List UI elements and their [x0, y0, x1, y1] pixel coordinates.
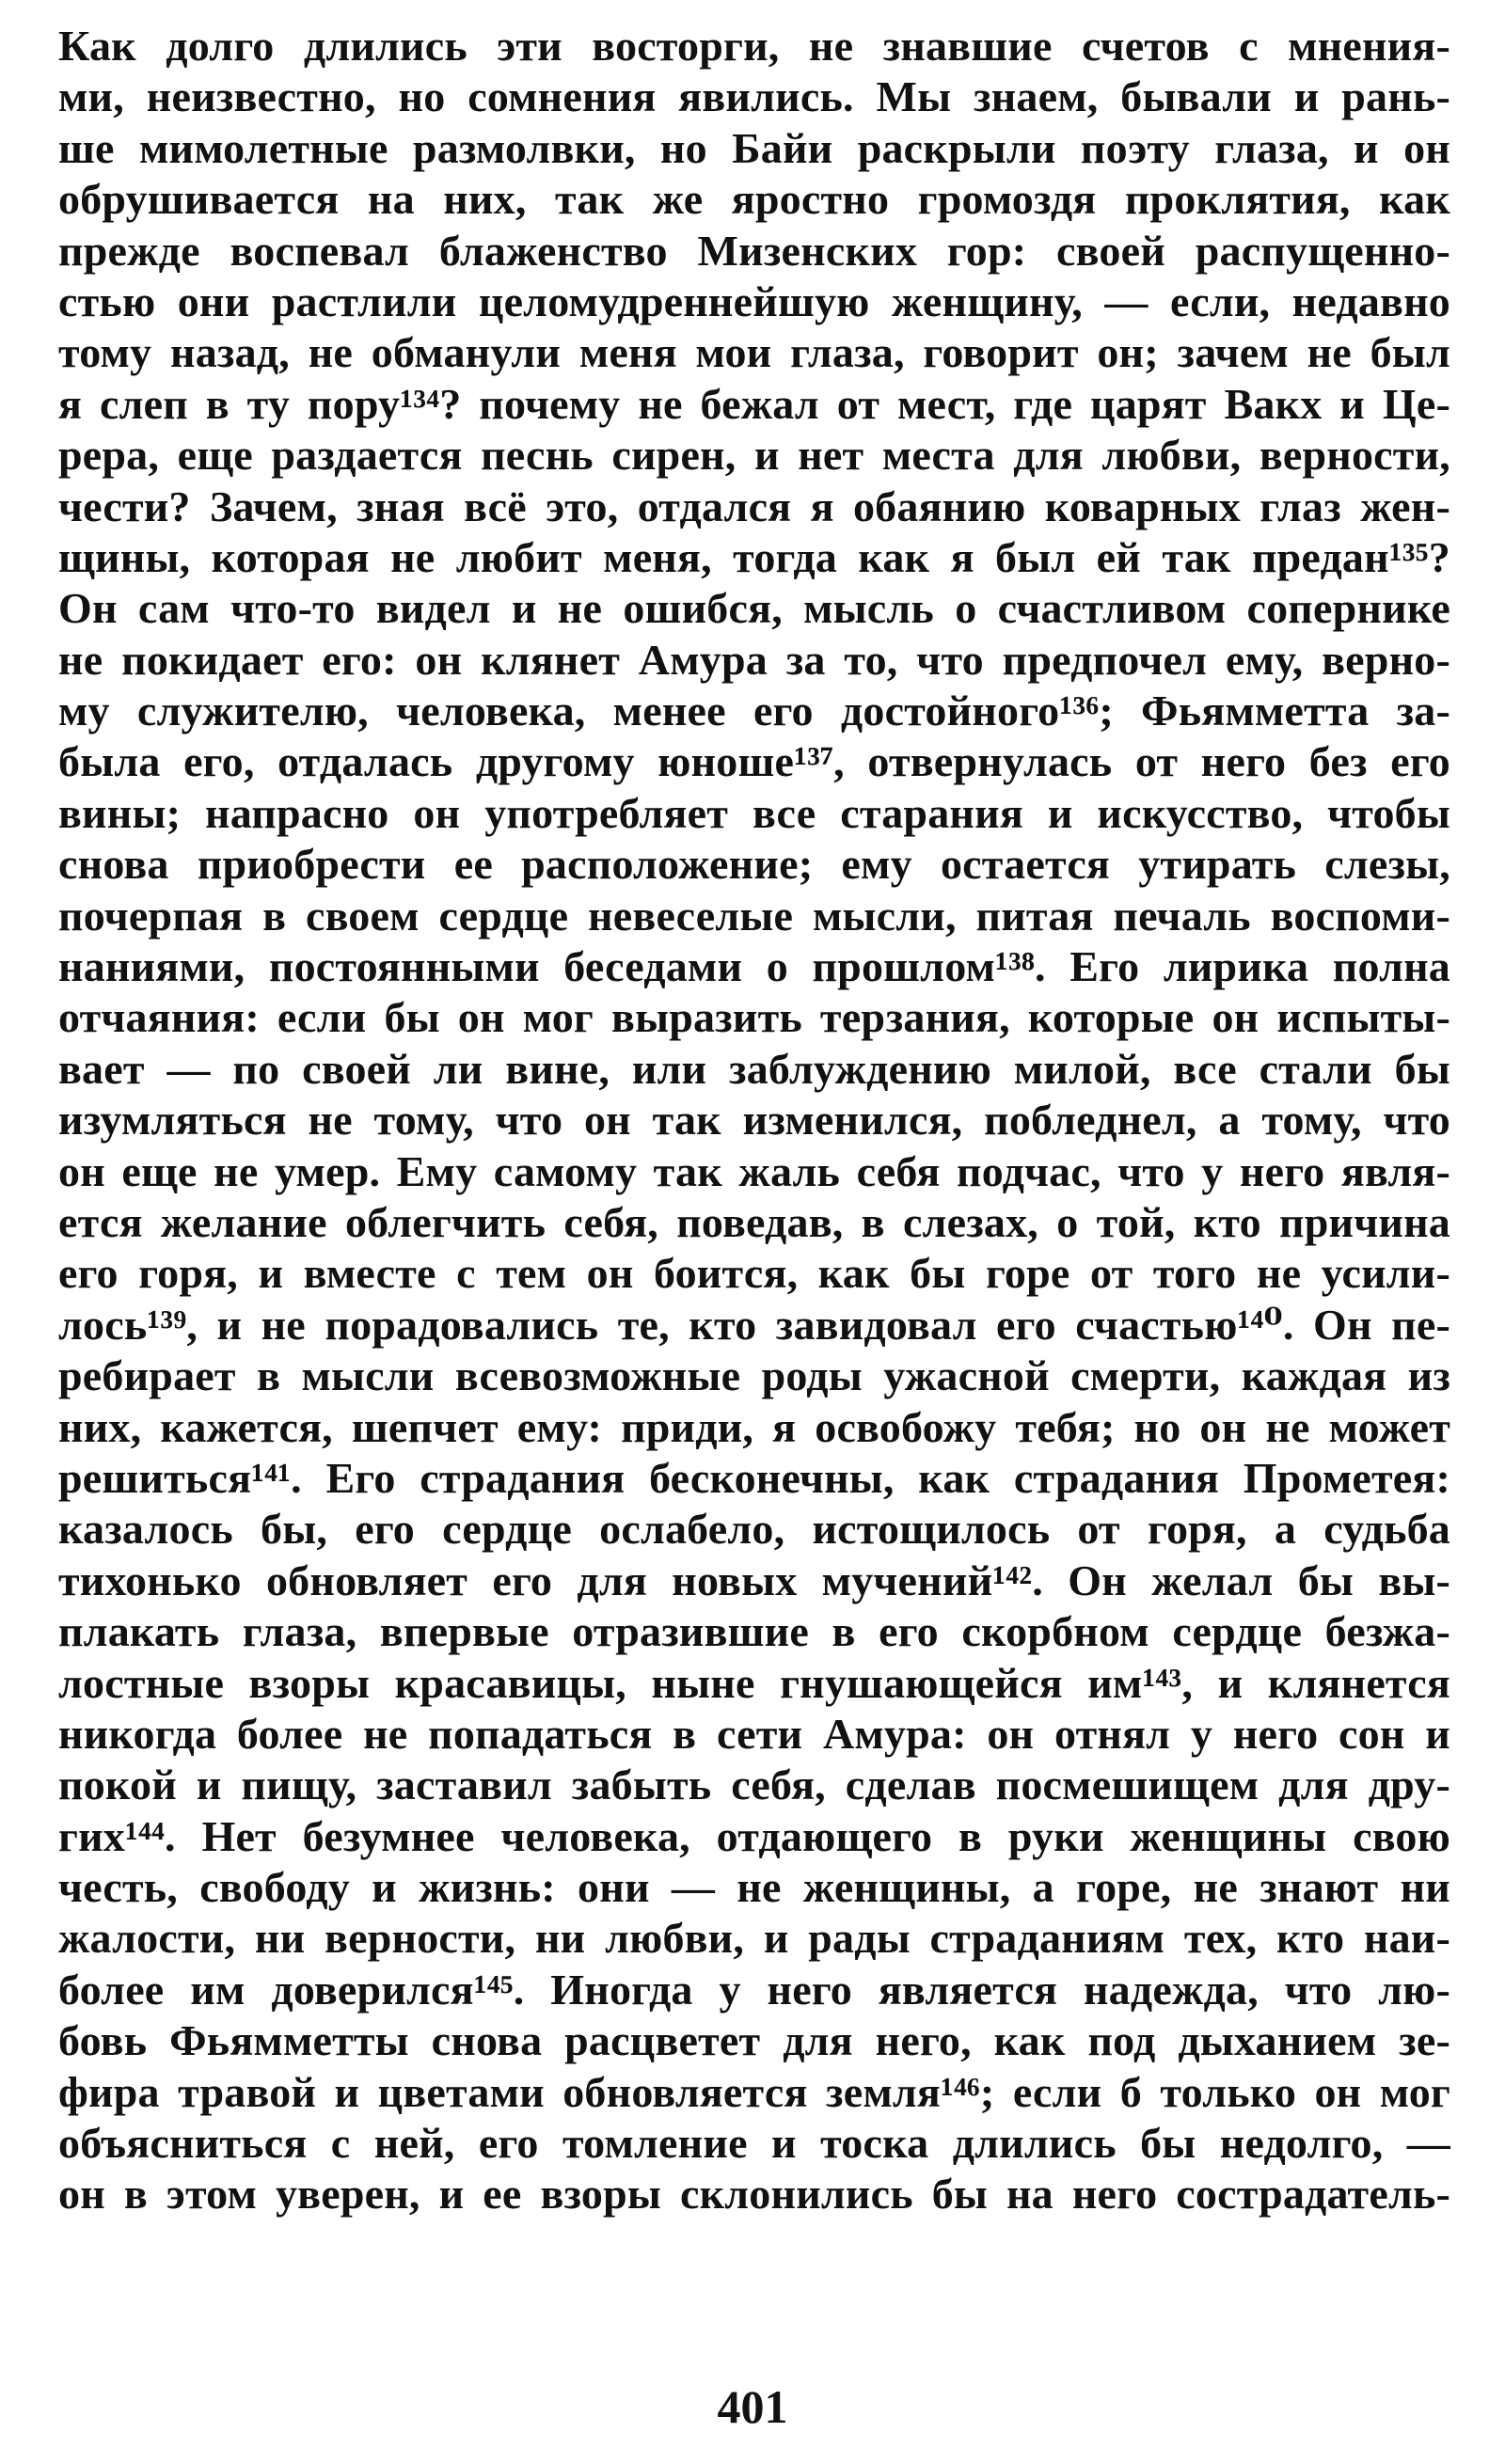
text-line: изумляться не тому, что он так изменился, побледнел, а тому, что — [58, 1096, 1450, 1145]
text-line: прежде воспевал блаженство Мизенских гор: своей распущенно- — [58, 226, 1450, 275]
page-number: 401 — [717, 2380, 788, 2433]
text-line: отчаяния: если бы он мог выразить терзания, которые он испыты- — [58, 993, 1450, 1042]
text-line: более им доверился¹⁴⁵. Иногда у него является надежда, что лю- — [58, 1965, 1450, 2014]
text-line: казалось бы, его сердце ослабело, истощилось от горя, а судьба — [58, 1505, 1450, 1554]
text-line: он еще не умер. Ему самому так жаль себя подчас, что у него явля- — [58, 1146, 1450, 1195]
text-line: гих¹⁴⁴. Нет безумнее человека, отдающего в руки женщины свою — [58, 1811, 1450, 1860]
text-line: щины, которая не любит меня, тогда как я был ей так предан¹³⁵? — [58, 532, 1450, 581]
text-line: плакать глаза, впервые отразившие в его скорбном сердце безжа- — [58, 1607, 1450, 1656]
main-text — [58, 21, 1450, 2220]
text-line: лостные взоры красавицы, ныне гнушающейся им¹⁴³, и клянется — [58, 1658, 1450, 1707]
text-line: Как долго длились эти восторги, не знавшие счетов с мнения- — [58, 22, 1450, 70]
text-line: му служителю, человека, менее его достойного¹³⁶; Фьямметта за- — [58, 687, 1450, 735]
text-line: вины; напрасно он употребляет все старания и искусство, чтобы — [58, 788, 1450, 837]
text-line: обрушивается на них, так же яростно громоздя проклятия, как — [58, 175, 1450, 224]
text-line: вает — по своей ли вине, или заблуждению милой, все стали бы — [58, 1044, 1450, 1093]
text-line: не покидает его: он клянет Амура за то, что предпочел ему, верно- — [58, 635, 1450, 684]
text-line: никогда более не попадаться в сети Амура: он отнял у него сон и — [58, 1709, 1450, 1758]
text-line: ется желание облегчить себя, поведав, в слезах, о той, кто причина — [58, 1197, 1450, 1246]
text-line: жалости, ни верности, ни любви, и рады страданиям тех, кто наи- — [58, 1914, 1450, 1963]
text-line: рера, еще раздается песнь сирен, и нет места для любви, верности, — [58, 431, 1450, 480]
text-line: наниями, постоянными беседами о прошлом¹³⁸. Его лирика полна — [58, 942, 1450, 991]
text-line: объясниться с ней, его томление и тоска длились бы недолго, — — [58, 2119, 1450, 2168]
text-line: снова приобрести ее расположение; ему остается утирать слезы, — [58, 840, 1450, 889]
text-line: покой и пищу, заставил забыть себя, сделав посмешищем для дру- — [58, 1761, 1450, 1809]
text-line: чести? Зачем, зная всё это, отдался я обаянию коварных глаз жен- — [58, 482, 1450, 530]
text-line: решиться¹⁴¹. Его страдания бесконечны, как страдания Прометея: — [58, 1453, 1450, 1502]
text-line: них, кажется, шепчет ему: приди, я освобожу тебя; но он не может — [58, 1402, 1450, 1451]
text-line: он в этом уверен, и ее взоры склонились бы на него сострадатель- — [58, 2170, 1450, 2219]
text-line: ми, неизвестно, но сомнения явились. Мы знаем, бывали и рань- — [58, 72, 1450, 121]
text-line: ше мимолетные размолвки, но Байи раскрыли поэту глаза, и он — [58, 123, 1450, 172]
text-line: была его, отдалась другому юноше¹³⁷, отвернулась от него без его — [58, 737, 1450, 786]
text-line: я слеп в ту пору¹³⁴? почему не бежал от мест, где царят Вакх и Це- — [58, 379, 1450, 428]
text-line: почерпая в своем сердце невеселые мысли, питая печаль воспоми- — [58, 891, 1450, 940]
text-line: его горя, и вместе с тем он боится, как бы горе от того не усили- — [58, 1249, 1450, 1298]
text-line: тому назад, не обманули меня мои глаза, говорит он; зачем не был — [58, 328, 1450, 377]
text-line: Он сам что-то видел и не ошибся, мысль о счастливом сопернике — [58, 584, 1450, 633]
text-line: ребирает в мысли всевозможные роды ужасной смерти, каждая из — [58, 1351, 1450, 1400]
text-line: стью они растлили целомудреннейшую женщину, — если, недавно — [58, 276, 1450, 325]
text-line: фира травой и цветами обновляется земля¹⁴⁶; если б только он мог — [58, 2067, 1450, 2116]
text-line: бовь Фьямметты снова расцветет для него, как под дыханием зе- — [58, 2016, 1450, 2065]
text-line: честь, свободу и жизнь: они — не женщины, а горе, не знают ни — [58, 1863, 1450, 1912]
page-body — [58, 21, 1450, 2220]
text-line: лось¹³⁹, и не порадовались те, кто завидовал его счастью¹⁴⁰. Он пе- — [58, 1300, 1450, 1349]
text-line: тихонько обновляет его для новых мучений¹⁴². Он желал бы вы- — [58, 1556, 1450, 1604]
